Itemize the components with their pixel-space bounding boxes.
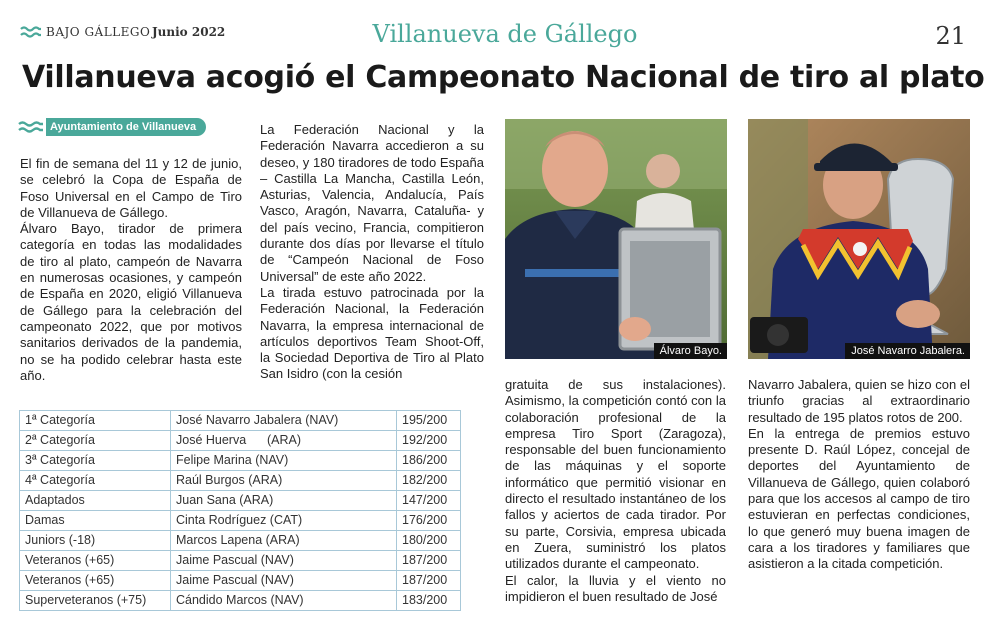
score-cell: 192/200 (397, 431, 461, 451)
table-row (20, 471, 461, 491)
article-column-2 (260, 122, 484, 383)
score-cell: 186/200 (397, 451, 461, 471)
shooter-cell: Juan Sana (ARA) (171, 491, 397, 511)
paragraph: El fin de semana del 11 y 12 de junio, se celebró la Copa de España de Foso Universal en el Campo de Tiro de Villanueva de Gállego. (20, 156, 242, 220)
table-row (20, 411, 461, 431)
shooter-cell: José Huerva (ARA) (171, 431, 397, 451)
photo-caption: Álvaro Bayo. (654, 343, 727, 359)
paragraph: gratuita de sus instalaciones). Asimismo, la competición contó con la colaboración profesional de la empresa Tiro Sport (Zaragoza), responsable del buen funcionamiento de las máquinas y el soporte informático que permitió visionar en directo el resultado instantáneo de los fallos y aciertos de cada tirador. Por su parte, Corsivia, empresa ubicada en Zuera, suministró los platos utilizados durante el campeonato. (505, 377, 726, 572)
photo-jose-navarro (748, 119, 970, 359)
shooter-cell: Cándido Marcos (NAV) (171, 591, 397, 611)
page-number: 21 (935, 22, 966, 50)
category-cell: Veteranos (+65) (20, 571, 171, 591)
category-cell: Damas (20, 511, 171, 531)
article-column-3 (505, 377, 726, 605)
publication-name: BAJO GÁLLEGO (46, 25, 151, 39)
score-cell: 187/200 (397, 571, 461, 591)
paragraph: Álvaro Bayo, tirador de primera categoría en todas las modalidades de tiro al plato, campeón de Navarra en numerosas ocasiones, y campeón de España en 2020, eligió Villanueva de Gállego para la celebración del campeonato 2022, que por motivos sanitarios derivados de la pandemia, no se ha podido celebrar hasta este año. (20, 221, 242, 383)
score-cell: 182/200 (397, 471, 461, 491)
issue-date: Junio 2022 (152, 25, 226, 39)
table-row (20, 551, 461, 571)
paragraph: Navarro Jabalera, quien se hizo con el triunfo gracias al extraordinario resultado de 195 platos rotos de 200. (748, 377, 970, 425)
category-cell: 4ª Categoría (20, 471, 171, 491)
table-row (20, 431, 461, 451)
category-cell: Veteranos (+65) (20, 551, 171, 571)
paragraph: La Federación Nacional y la Federación Navarra accedieron a su deseo, y 180 tiradores de todo España – Castilla La Mancha, Castilla León, Asturias, Valencia, Andalucía, País Vasco, Aragón, Navarra, Cataluña- y del país vecino, Francia, compitieron durante dos días por llevarse el título de “Campeón Nacional de Foso Universal” de este año 2022. (260, 122, 484, 284)
photo-alvaro-bayo (505, 119, 727, 359)
score-cell: 195/200 (397, 411, 461, 431)
byline-label: Ayuntamiento de Villanueva (46, 118, 206, 136)
shooter-cell: José Navarro Jabalera (NAV) (171, 411, 397, 431)
table-row (20, 491, 461, 511)
category-cell: 1ª Categoría (20, 411, 171, 431)
table-row (20, 511, 461, 531)
section-title: Villanueva de Gállego (372, 20, 638, 48)
table-row (20, 531, 461, 551)
category-cell: Superveteranos (+75) (20, 591, 171, 611)
category-cell: 3ª Categoría (20, 451, 171, 471)
shooter-cell: Felipe Marina (NAV) (171, 451, 397, 471)
article-headline: Villanueva acogió el Campeonato Nacional de tiro al plato (22, 60, 985, 95)
table-row (20, 451, 461, 471)
shooter-cell: Raúl Burgos (ARA) (171, 471, 397, 491)
article-column-4 (748, 377, 970, 573)
score-cell: 147/200 (397, 491, 461, 511)
score-cell: 187/200 (397, 551, 461, 571)
shooter-cell: Cinta Rodríguez (CAT) (171, 511, 397, 531)
score-cell: 183/200 (397, 591, 461, 611)
score-cell: 176/200 (397, 511, 461, 531)
photo-illustration (748, 119, 970, 359)
table-row (20, 571, 461, 591)
paragraph: En la entrega de premios estuvo presente D. Raúl López, concejal de deportes del Ayuntamiento de Villanueva de Gállego, quien colaboró para que los accesos al campo de tiro estuvieran en perfectas condiciones, lo que generó muy buena imagen de cara a los tiradores y familiares que asistieron a la citada competición. (748, 425, 970, 572)
table-row (20, 591, 461, 611)
shooter-cell: Jaime Pascual (NAV) (171, 571, 397, 591)
category-cell: 2ª Categoría (20, 431, 171, 451)
photo-caption: José Navarro Jabalera. (845, 343, 970, 359)
waves-icon (18, 120, 44, 134)
score-cell: 180/200 (397, 531, 461, 551)
photo-illustration (505, 119, 727, 359)
category-cell: Adaptados (20, 491, 171, 511)
article-column-1 (20, 156, 242, 384)
paragraph: El calor, la lluvia y el viento no impidieron el buen resultado de José (505, 572, 726, 604)
shooter-cell: Jaime Pascual (NAV) (171, 551, 397, 571)
shooter-cell: Marcos Lapena (ARA) (171, 531, 397, 551)
results-table (19, 410, 461, 611)
paragraph: La tirada estuvo patrocinada por la Federación Nacional, la Federación Navarra, la empresa internacional de artículos deportivos Team Shoot-Off, la Sociedad Deportiva de Tiro al Plato San Isidro (con la cesión (260, 284, 484, 382)
category-cell: Juniors (-18) (20, 531, 171, 551)
waves-icon (20, 25, 42, 39)
